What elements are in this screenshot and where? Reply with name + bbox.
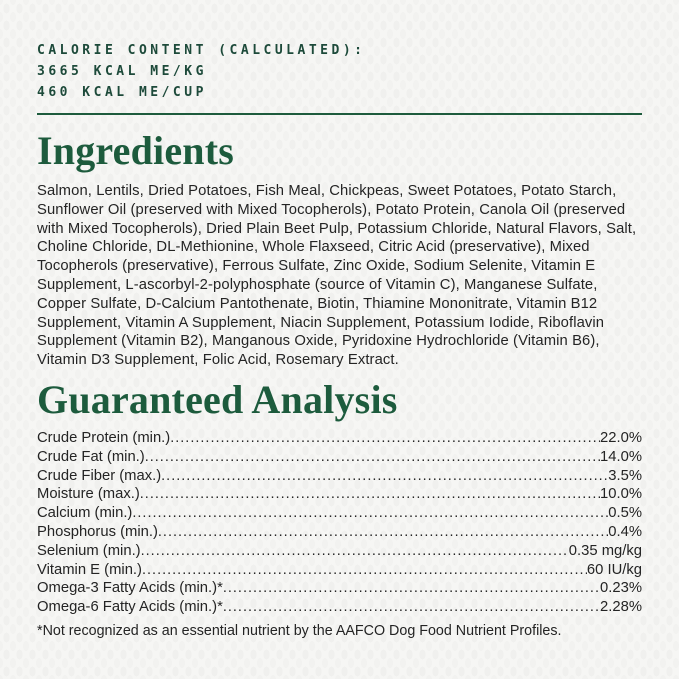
dot-leader bbox=[140, 485, 600, 504]
nutrient-label: Calcium (min.) bbox=[37, 505, 133, 522]
nutrient-label: Moisture (max.) bbox=[37, 486, 140, 503]
dot-leader bbox=[132, 504, 608, 523]
ingredients-title: Ingredients bbox=[37, 128, 235, 173]
nutrient-label: Vitamin E (min.) bbox=[37, 561, 142, 578]
nutrient-value: 0.23% bbox=[600, 580, 642, 597]
table-row bbox=[37, 448, 642, 467]
nutrient-value: 0.4% bbox=[608, 523, 642, 540]
nutrient-value: 0.35 mg/kg bbox=[568, 542, 642, 559]
dot-leader bbox=[141, 542, 569, 561]
nutrient-label: Crude Fat (min.) bbox=[37, 448, 145, 465]
table-row bbox=[37, 523, 642, 542]
nutrient-label: Phosphorus (min.) bbox=[37, 523, 158, 540]
dot-leader bbox=[170, 429, 600, 448]
calorie-content-block bbox=[37, 40, 642, 103]
table-row bbox=[37, 598, 642, 617]
dot-leader bbox=[158, 523, 608, 542]
nutrient-label: Omega-6 Fatty Acids (min.)* bbox=[37, 599, 223, 616]
table-row bbox=[37, 485, 642, 504]
table-row bbox=[37, 579, 642, 598]
nutrient-value: 2.28% bbox=[600, 599, 642, 616]
dot-leader bbox=[223, 579, 600, 598]
nutrient-value: 0.5% bbox=[608, 505, 642, 522]
nutrient-label: Selenium (min.) bbox=[37, 542, 141, 559]
section-divider bbox=[37, 113, 642, 115]
calorie-content-heading: CALORIE CONTENT (CALCULATED): bbox=[37, 43, 366, 58]
guaranteed-analysis-title: Guaranteed Analysis bbox=[37, 376, 398, 422]
calorie-kcal-per-kg: 3665 KCAL ME/KG bbox=[37, 64, 207, 79]
nutrient-label: Omega-3 Fatty Acids (min.)* bbox=[37, 580, 223, 597]
nutrient-value: 14.0% bbox=[600, 448, 642, 465]
nutrient-value: 60 IU/kg bbox=[586, 561, 642, 578]
table-row bbox=[37, 542, 642, 561]
nutrient-value: 10.0% bbox=[600, 486, 642, 503]
dot-leader bbox=[161, 467, 608, 486]
nutrient-value: 3.5% bbox=[608, 467, 642, 484]
nutrient-label: Crude Fiber (max.) bbox=[37, 467, 162, 484]
table-row bbox=[37, 429, 642, 448]
ingredients-list: Salmon, Lentils, Dried Potatoes, Fish Meal, Chickpeas, Sweet Potatoes, Potato Starch, Sunflower Oil (preserved with Mixed Tocopherols), Potato Protein, Canola Oil (preserved with Mixed Tocopherols), Dried Plain Beet Pulp, Potassium Chloride, Natural Flavors, Salt, Choline Chloride, DL-Methionine, Whole Flaxseed, Citric Acid (preservative), Mixed Tocopherols (preservative), Ferrous Sulfate, Zinc Oxide, Sodium Selenite, Vitamin E Supplement, L-ascorbyl-2-polyphosphate (source of Vitamin C), Manganese Sulfate, Copper Sulfate, D-Calcium Pantothenate, Biotin, Thiamine Mononitrate, Vitamin B12 Supplement, Vitamin A Supplement, Niacin Supplement, Potassium Iodide, Riboflavin Supplement (Vitamin B2), Manganous Oxide, Pyridoxine Hydrochloride (Vitamin B6), Vitamin D3 Supplement, Folic Acid, Rosemary Extract. bbox=[37, 183, 637, 369]
dot-leader bbox=[142, 561, 587, 580]
table-row bbox=[37, 504, 642, 523]
dot-leader bbox=[223, 598, 600, 617]
dot-leader bbox=[145, 448, 600, 467]
aafco-footnote: *Not recognized as an essential nutrient by the AAFCO Dog Food Nutrient Profiles. bbox=[37, 622, 562, 639]
table-row bbox=[37, 467, 642, 486]
table-row bbox=[37, 561, 642, 580]
guaranteed-analysis-table bbox=[37, 429, 642, 617]
nutrient-value: 22.0% bbox=[600, 429, 642, 446]
calorie-kcal-per-cup: 460 KCAL ME/CUP bbox=[37, 85, 207, 100]
nutrient-label: Crude Protein (min.) bbox=[37, 429, 171, 446]
